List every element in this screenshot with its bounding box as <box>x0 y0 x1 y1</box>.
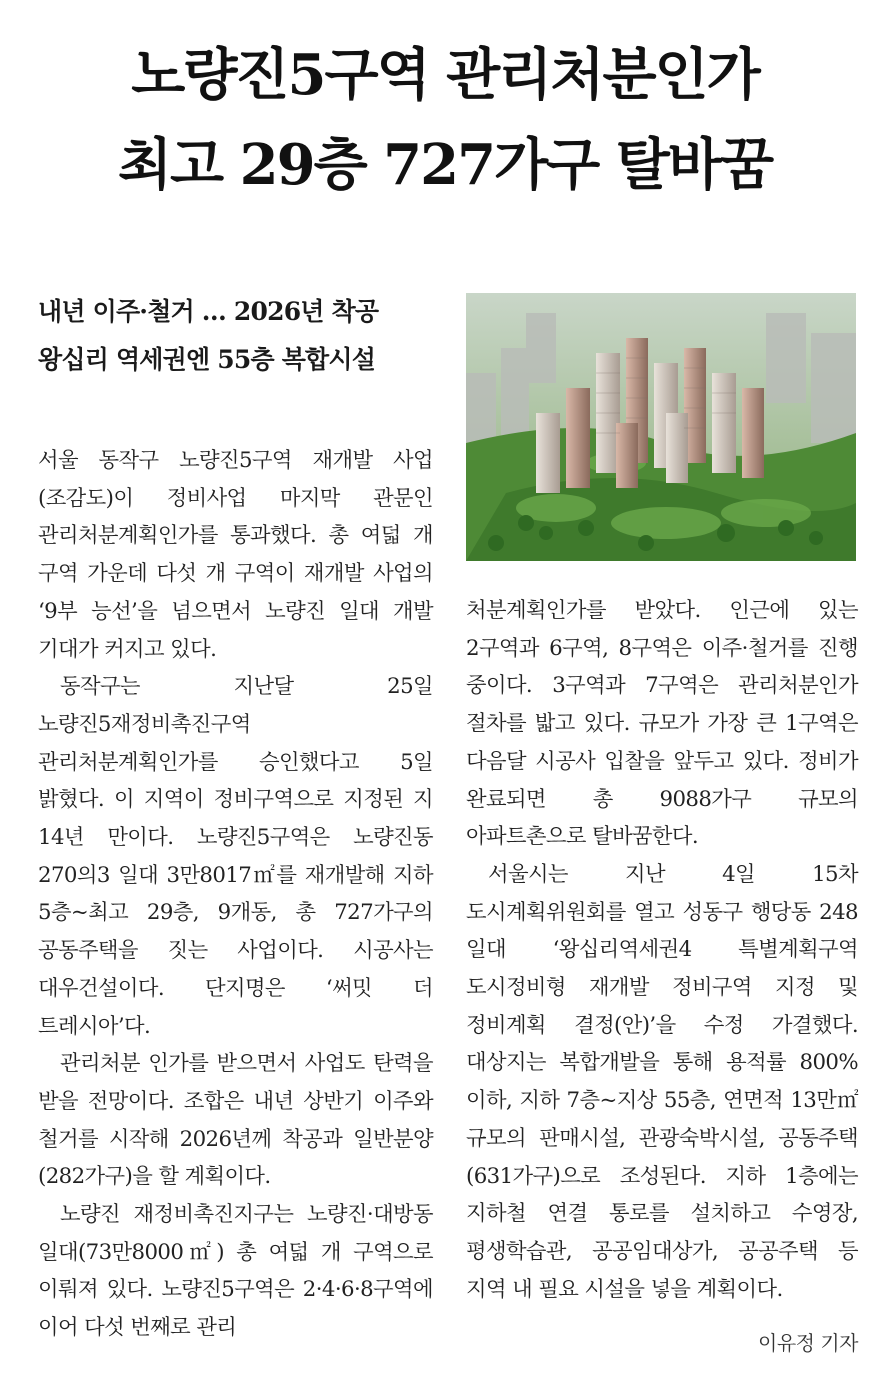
apartment-complex-icon <box>466 293 856 561</box>
article-paragraph: 처분계획인가를 받았다. 인근에 있는 2구역과 6구역, 8구역은 이주·철거를 진행 중이다. 3구역과 7구역은 관리처분인가 절차를 밟고 있다. 규모가 가장 큰 1구역은 다음달 시공사 입찰을 앞두고 있다. 정비가 완료되면 총 9088가구 규모의 아파트촌으로 탈바꿈한다. <box>466 598 858 850</box>
article-paragraph: 서울시는 지난 4일 15차 도시계획위원회를 열고 성동구 행당동 248 일대 ‘왕십리역세권4 특별계획구역 도시정비형 재개발 정비구역 지정 및 정비계획 결정(안)’을 수정 가결했다. 대상지는 복합개발을 통해 용적률 800% 이하, 지하 7층~지상 55층, 연면적 13만㎡ 규모의 판매시설, 관광숙박시설, 공동주택(631가구)으로 조성된다. 지하 1층에는 지하철 연결 통로를 설치하고 수영장, 평생학습관, 공공임대상가, 공공주택 등 지역 내 필요 시설을 넣을 계획이다. <box>466 861 858 1302</box>
headline <box>0 30 890 210</box>
article-column-left <box>38 442 433 1347</box>
subheadline-line-1: 내년 이주·철거 … 2026년 착공 <box>38 297 379 326</box>
article-paragraph: 노량진 재정비촉진지구는 노량진·대방동 일대(73만8000㎡) 총 여덟 개 구역으로 이뤄져 있다. 노량진5구역은 2·4·6·8구역에 이어 다섯 번째로 관리 <box>38 1202 433 1341</box>
headline-line-2: 최고 29층 727가구 탈바꿈 <box>117 132 773 198</box>
aerial-rendering-photo <box>466 293 856 561</box>
subheadline <box>38 288 458 384</box>
article-column-right <box>466 592 858 1308</box>
subheadline-line-2: 왕십리 역세권엔 55층 복합시설 <box>38 345 376 374</box>
byline: 이유정 기자 <box>758 1331 858 1355</box>
headline-line-1: 노량진5구역 관리처분인가 <box>131 42 759 108</box>
article-paragraph: 관리처분 인가를 받으면서 사업도 탄력을 받을 전망이다. 조합은 내년 상반기 이주와 철거를 시작해 2026년께 착공과 일반분양(282가구)을 할 계획이다. <box>38 1051 433 1190</box>
article-paragraph: 동작구는 지난달 25일 노량진5재정비촉진구역 관리처분계획인가를 승인했다고 5일 밝혔다. 이 지역이 정비구역으로 지정된 지 14년 만이다. 노량진5구역은 노량진동 270의3 일대 3만8017㎡를 재개발해 지하 5층~최고 29층, 9개동, 총 727가구의 공동주택을 짓는 사업이다. 시공사는 대우건설이다. 단지명은 ‘써밋 더 트레시아’다. <box>38 674 433 1039</box>
article-paragraph: 서울 동작구 노량진5구역 재개발 사업(조감도)이 정비사업 마지막 관문인 관리처분계획인가를 통과했다. 총 여덟 개 구역 가운데 다섯 개 구역이 재개발 사업의 ‘9부 능선’을 넘으면서 노량진 일대 개발 기대가 커지고 있다. <box>38 448 433 662</box>
